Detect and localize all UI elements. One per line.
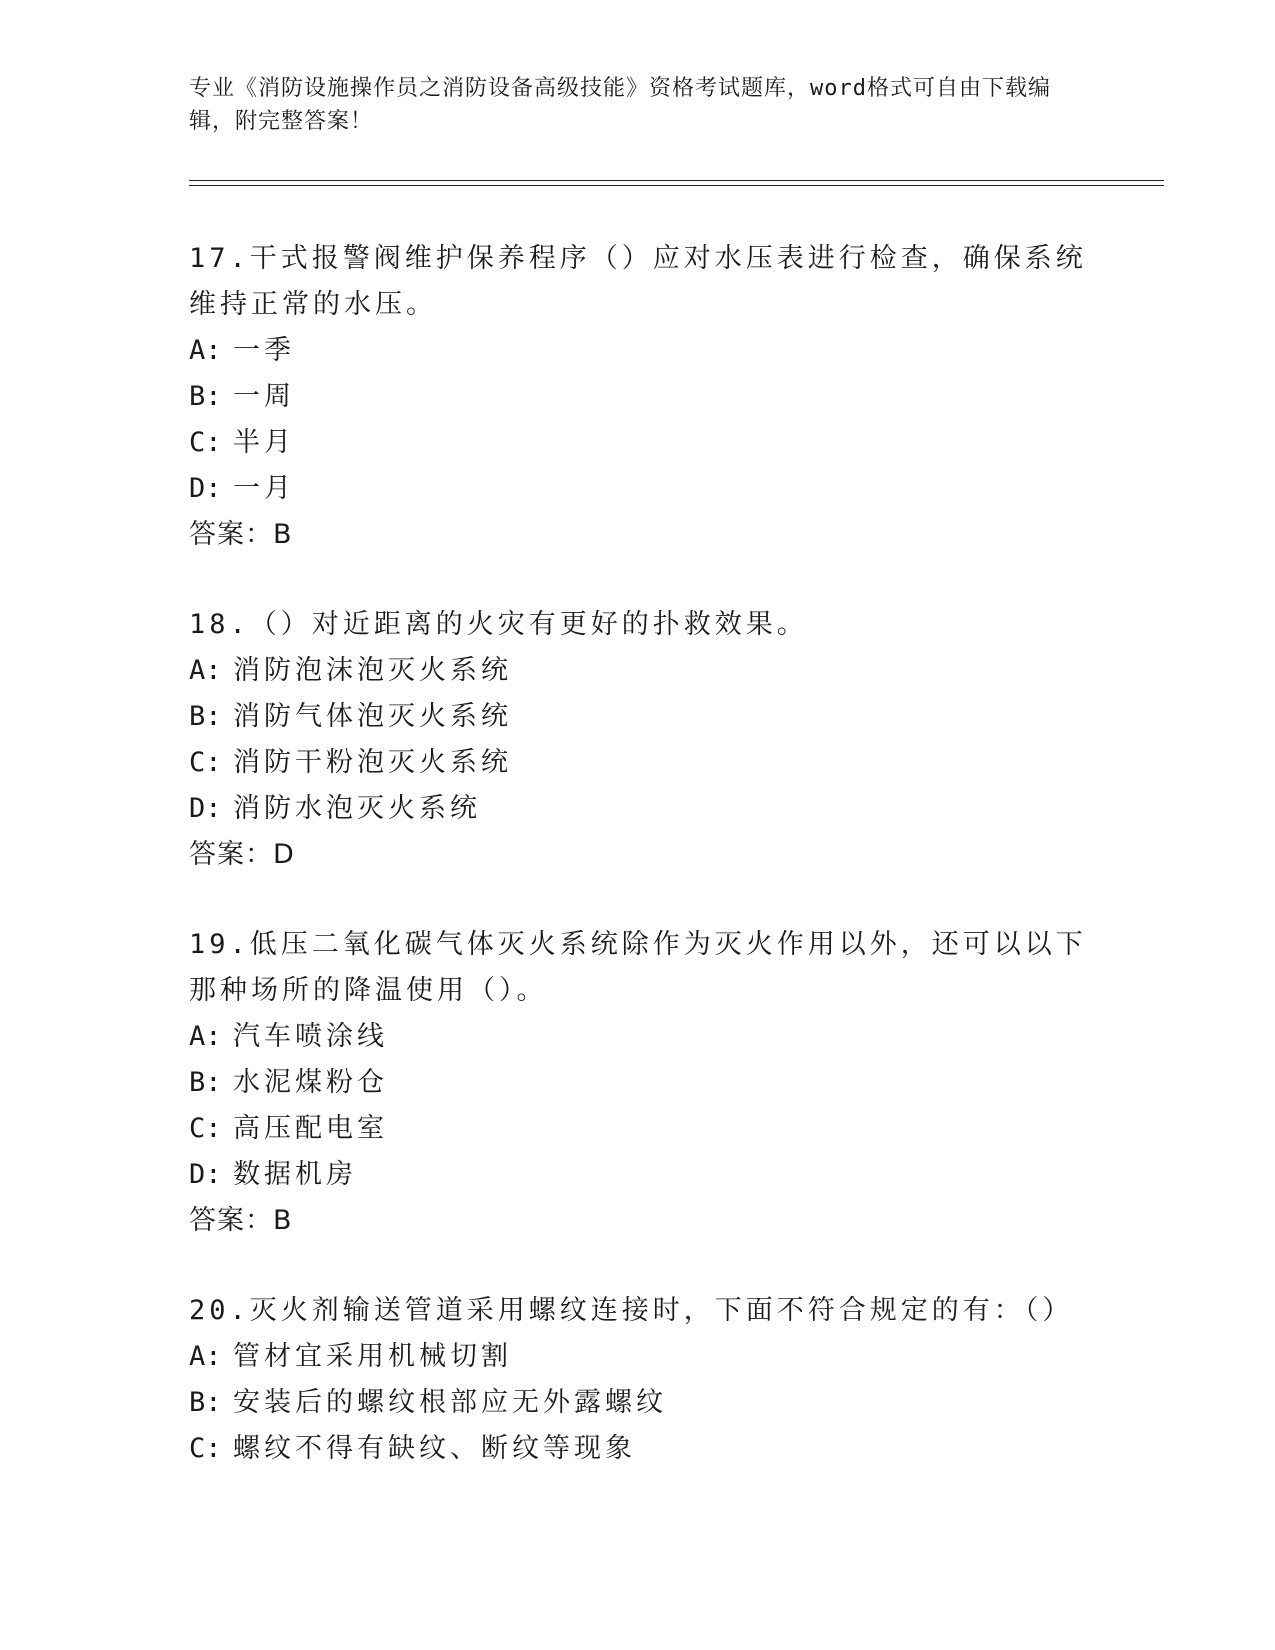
answer-line: 答案：B bbox=[189, 519, 293, 550]
header-divider-bottom bbox=[189, 185, 1164, 186]
option-d bbox=[189, 466, 1089, 512]
option-text: 一季 bbox=[233, 335, 295, 366]
option-d bbox=[189, 786, 1089, 832]
option-text: 高压配电室 bbox=[233, 1113, 388, 1144]
question-18 bbox=[189, 602, 1089, 878]
header-divider-top bbox=[189, 180, 1164, 181]
question-19 bbox=[189, 922, 1089, 1244]
answer-line: 答案：B bbox=[189, 1205, 293, 1236]
option-text: 水泥煤粉仓 bbox=[233, 1067, 388, 1098]
option-text: 管材宜采用机械切割 bbox=[233, 1341, 512, 1372]
option-d bbox=[189, 1152, 1089, 1198]
document-header: 专业《消防设施操作员之消防设备高级技能》资格考试题库，word格式可自由下载编辑，附完整答案！ bbox=[189, 76, 1051, 134]
option-label: C: bbox=[189, 1113, 222, 1144]
option-label: D: bbox=[189, 1159, 222, 1190]
option-c bbox=[189, 740, 1089, 786]
option-label: C: bbox=[189, 747, 222, 778]
option-a bbox=[189, 1014, 1089, 1060]
option-text: 消防水泡灭火系统 bbox=[233, 793, 481, 824]
question-stem: 20.灭火剂输送管道采用螺纹连接时，下面不符合规定的有：（） bbox=[189, 1295, 1074, 1326]
option-text: 消防泡沫泡灭火系统 bbox=[233, 655, 512, 686]
option-label: B: bbox=[189, 1387, 222, 1418]
option-text: 数据机房 bbox=[233, 1159, 357, 1190]
option-label: A: bbox=[189, 1341, 222, 1372]
option-a bbox=[189, 648, 1089, 694]
option-text: 汽车喷涂线 bbox=[233, 1021, 388, 1052]
option-label: A: bbox=[189, 655, 222, 686]
option-c bbox=[189, 420, 1089, 466]
question-17 bbox=[189, 236, 1089, 558]
answer-line: 答案：D bbox=[189, 839, 295, 870]
option-a bbox=[189, 1334, 1089, 1380]
option-label: B: bbox=[189, 701, 222, 732]
option-text: 消防干粉泡灭火系统 bbox=[233, 747, 512, 778]
option-label: C: bbox=[189, 1433, 222, 1464]
question-20 bbox=[189, 1288, 1089, 1472]
option-b bbox=[189, 374, 1089, 420]
option-text: 半月 bbox=[233, 427, 295, 458]
question-stem: 18.（）对近距离的火灾有更好的扑救效果。 bbox=[189, 609, 808, 640]
option-b bbox=[189, 1060, 1089, 1106]
question-stem: 19.低压二氧化碳气体灭火系统除作为灭火作用以外，还可以以下那种场所的降温使用（）。 bbox=[189, 929, 1087, 1006]
option-b bbox=[189, 694, 1089, 740]
option-label: A: bbox=[189, 335, 222, 366]
option-label: C: bbox=[189, 427, 222, 458]
option-c bbox=[189, 1106, 1089, 1152]
option-text: 螺纹不得有缺纹、断纹等现象 bbox=[233, 1433, 636, 1464]
option-text: 一月 bbox=[233, 473, 295, 504]
option-label: B: bbox=[189, 381, 222, 412]
option-text: 一周 bbox=[233, 381, 295, 412]
question-stem: 17.干式报警阀维护保养程序（）应对水压表进行检查，确保系统维持正常的水压。 bbox=[189, 243, 1087, 320]
option-text: 安装后的螺纹根部应无外露螺纹 bbox=[233, 1387, 667, 1418]
option-c bbox=[189, 1426, 1089, 1472]
option-a bbox=[189, 328, 1089, 374]
option-text: 消防气体泡灭火系统 bbox=[233, 701, 512, 732]
option-label: A: bbox=[189, 1021, 222, 1052]
option-label: B: bbox=[189, 1067, 222, 1098]
option-b bbox=[189, 1380, 1089, 1426]
option-label: D: bbox=[189, 793, 222, 824]
option-label: D: bbox=[189, 473, 222, 504]
